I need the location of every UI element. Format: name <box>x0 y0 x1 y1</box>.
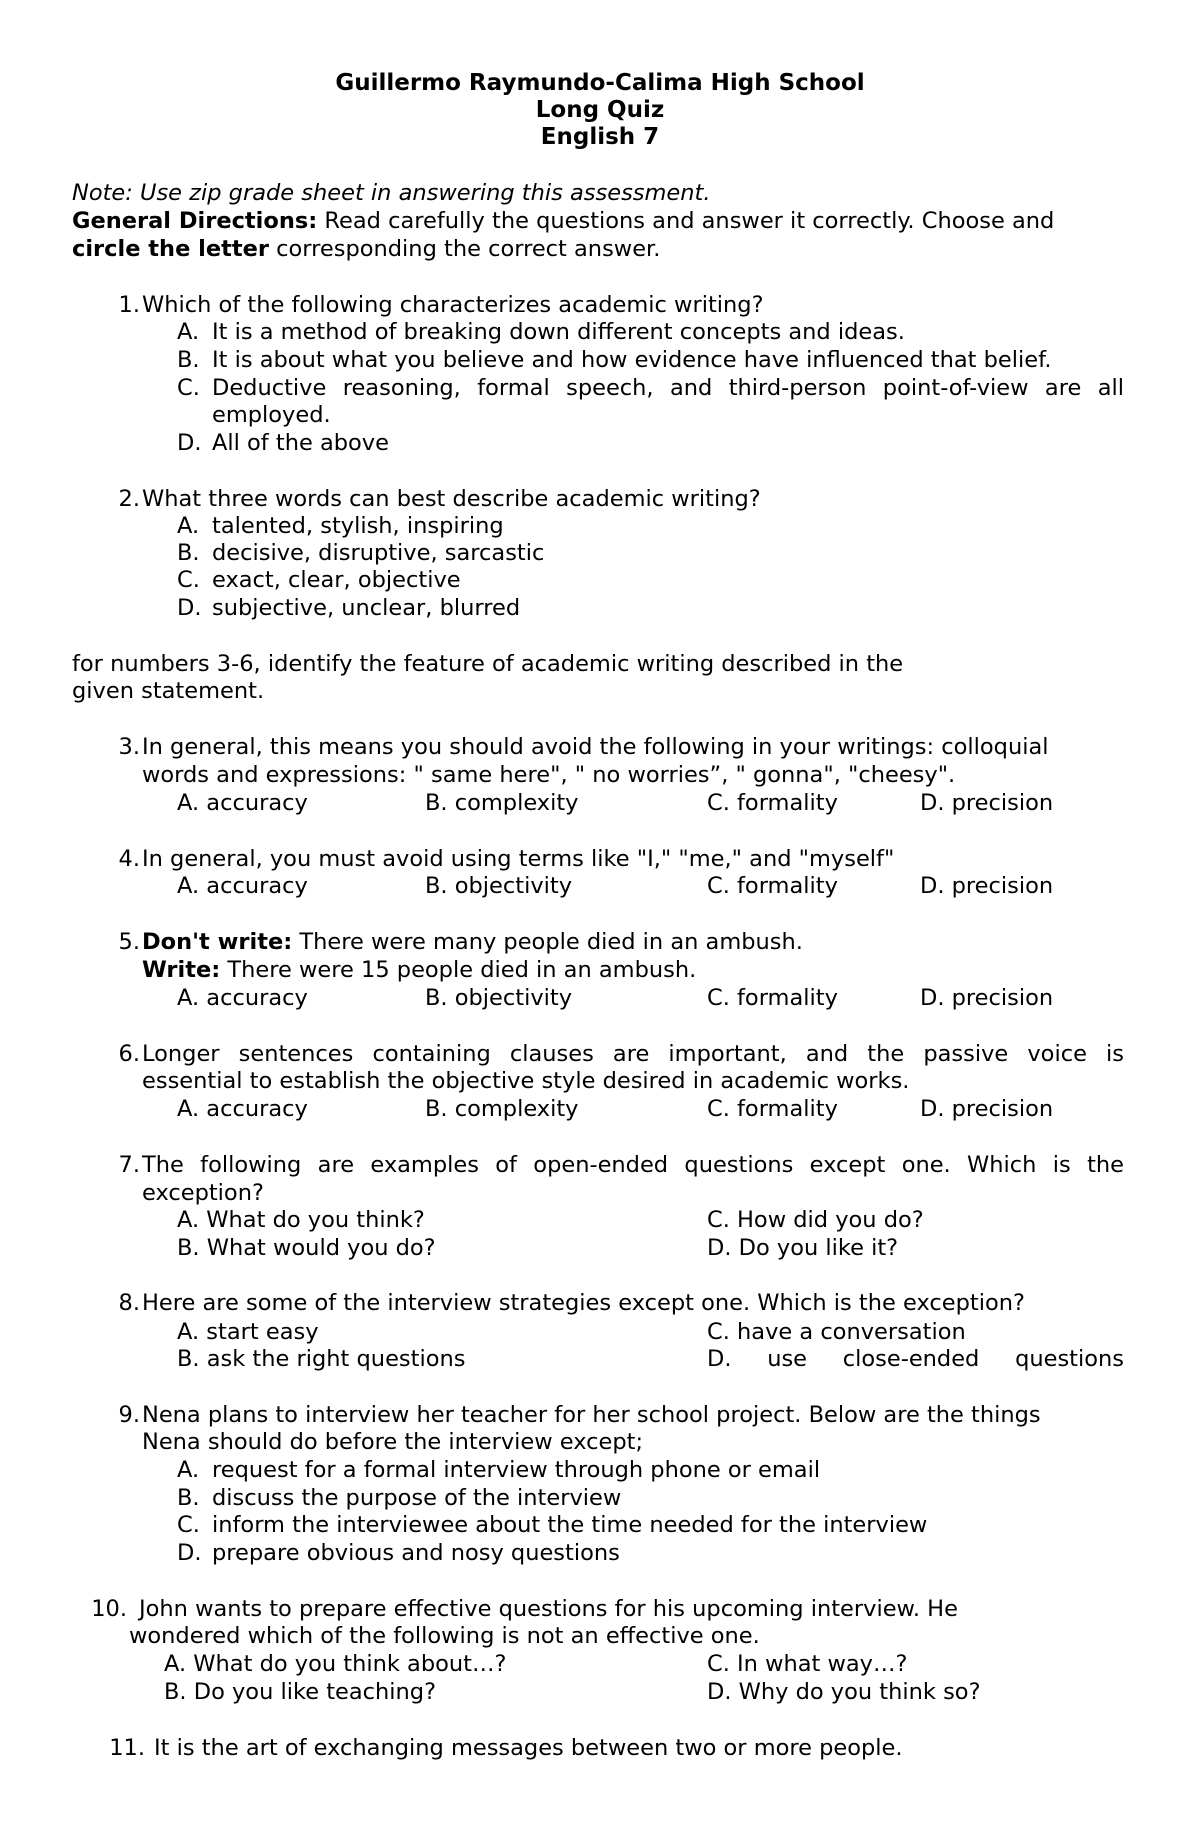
question-number: 7. <box>118 1152 140 1178</box>
choice-text-continued: employed. <box>212 402 331 428</box>
question-number: 3. <box>118 734 140 760</box>
choice-option: B. complexity <box>425 790 579 816</box>
directions-label: General Directions: <box>72 208 318 234</box>
choice-letter: B. <box>177 540 200 566</box>
choice-option: C. have a conversation <box>707 1319 966 1345</box>
choice-option: B. ask the right questions <box>177 1346 466 1372</box>
question-text: In general, this means you should avoid the following in your writings: colloquial <box>142 734 1049 760</box>
choice-text: It is about what you believe and how evidence have influenced that belief. <box>212 347 1052 373</box>
question-number: 1. <box>118 292 140 318</box>
directions-text-2: corresponding the correct answer. <box>276 236 661 262</box>
choice-option: A. accuracy <box>177 985 308 1011</box>
question-number: 6. <box>118 1041 140 1067</box>
choice-letter: A. <box>177 1457 200 1483</box>
write-text: There were 15 people died in an ambush. <box>227 957 697 983</box>
choice-text: discuss the purpose of the interview <box>212 1485 622 1511</box>
choice-option: C. How did you do? <box>707 1207 924 1233</box>
question-text: Nena plans to interview her teacher for her school project. Below are the things <box>142 1402 1041 1428</box>
choice-option: A. start easy <box>177 1319 319 1345</box>
choice-text: exact, clear, objective <box>212 567 461 593</box>
choice-option: A. accuracy <box>177 790 308 816</box>
choice-text: Deductive reasoning, formal speech, and third-person point-of-view are all <box>212 375 1124 401</box>
question-number: 5. <box>118 929 140 955</box>
question-number: 2. <box>118 486 140 512</box>
choice-option: C. formality <box>707 1096 838 1122</box>
question-text-continued: wondered which of the following is not an effective one. <box>129 1623 760 1649</box>
subject-title: English 7 <box>540 124 660 150</box>
choice-text: All of the above <box>212 430 389 456</box>
question-text: In general, you must avoid using terms like "I," "me," and "myself" <box>142 846 895 872</box>
question-number: 8. <box>118 1290 140 1316</box>
choice-letter: C. <box>177 567 200 593</box>
choice-option: B. objectivity <box>425 985 573 1011</box>
section-instruction: given statement. <box>72 678 265 704</box>
choice-option-justified <box>707 1346 1124 1372</box>
choice-option: A. accuracy <box>177 873 308 899</box>
choice-option: C. In what way…? <box>707 1651 908 1677</box>
question-text-continued: exception? <box>142 1180 264 1206</box>
choice-option: D. precision <box>920 790 1054 816</box>
choice-option: D. precision <box>920 873 1054 899</box>
choice-text: prepare obvious and nosy questions <box>212 1540 620 1566</box>
question-text: It is the art of exchanging messages between two or more people. <box>154 1735 903 1761</box>
section-instruction: for numbers 3-6, identify the feature of academic writing described in the <box>72 651 904 677</box>
choice-letter: D. <box>177 1540 202 1566</box>
question-number: 10. <box>91 1596 127 1622</box>
school-name: Guillermo Raymundo-Calima High School <box>335 70 865 96</box>
choice-option: D. precision <box>920 985 1054 1011</box>
choice-letter: C. <box>177 375 200 401</box>
choice-option: C. formality <box>707 873 838 899</box>
choice-word: questions <box>1015 1346 1124 1372</box>
question-text: Here are some of the interview strategies except one. Which is the exception? <box>142 1290 1025 1316</box>
question-text: Longer sentences containing clauses are important, and the passive voice is <box>142 1041 1124 1067</box>
choice-text: request for a formal interview through phone or email <box>212 1457 821 1483</box>
choice-letter: D. <box>177 595 202 621</box>
question-number: 4. <box>118 846 140 872</box>
question-text-continued: words and expressions: " same here", " no worries”, " gonna", "cheesy". <box>142 762 956 788</box>
dont-write-label: Don't write: <box>142 929 293 955</box>
question-text: The following are examples of open-ended questions except one. Which is the <box>142 1152 1124 1178</box>
choice-text: inform the interviewee about the time needed for the interview <box>212 1512 928 1538</box>
question-text <box>142 929 803 955</box>
choice-option: B. Do you like teaching? <box>164 1679 437 1705</box>
question-text: John wants to prepare effective questions for his upcoming interview. He <box>139 1596 958 1622</box>
choice-option: B. What would you do? <box>177 1235 436 1261</box>
dont-write-text: There were many people died in an ambush. <box>299 929 803 955</box>
choice-option: D. precision <box>920 1096 1054 1122</box>
directions-line-2 <box>72 236 660 262</box>
question-text-continued: Nena should do before the interview except; <box>142 1429 644 1455</box>
directions-emphasis: circle the letter <box>72 236 269 262</box>
choice-letter: B. <box>177 1485 200 1511</box>
question-number: 9. <box>118 1402 140 1428</box>
choice-letter: B. <box>177 347 200 373</box>
choice-option: D. Do you like it? <box>707 1235 899 1261</box>
choice-option: A. What do you think? <box>177 1207 425 1233</box>
choice-option: C. formality <box>707 985 838 1011</box>
question-text-continued <box>142 957 696 983</box>
choice-text: It is a method of breaking down different concepts and ideas. <box>212 319 905 345</box>
choice-text: talented, stylish, inspiring <box>212 513 504 539</box>
quiz-title: Long Quiz <box>535 97 665 123</box>
choice-option: D. Why do you think so? <box>707 1679 981 1705</box>
choice-word: close-ended <box>842 1346 980 1372</box>
choice-word: D. <box>707 1346 732 1372</box>
choice-text: subjective, unclear, blurred <box>212 595 521 621</box>
choice-option: B. complexity <box>425 1096 579 1122</box>
write-label: Write: <box>142 957 221 983</box>
question-text-continued: essential to establish the objective style desired in academic works. <box>142 1068 910 1094</box>
choice-letter: C. <box>177 1512 200 1538</box>
choice-option: C. formality <box>707 790 838 816</box>
choice-option: A. accuracy <box>177 1096 308 1122</box>
choice-option: B. objectivity <box>425 873 573 899</box>
directions-line-1 <box>72 208 1054 234</box>
choice-option: A. What do you think about…? <box>164 1651 507 1677</box>
choice-letter: A. <box>177 513 200 539</box>
choice-letter: A. <box>177 319 200 345</box>
choice-word: use <box>767 1346 808 1372</box>
choice-text: decisive, disruptive, sarcastic <box>212 540 545 566</box>
directions-text-1: Read carefully the questions and answer it correctly. Choose and <box>324 208 1055 234</box>
question-text: Which of the following characterizes academic writing? <box>142 292 764 318</box>
question-number: 11. <box>109 1735 145 1761</box>
choice-letter: D. <box>177 430 202 456</box>
note: Note: Use zip grade sheet in answering this assessment. <box>72 180 711 206</box>
question-text: What three words can best describe academic writing? <box>142 486 761 512</box>
